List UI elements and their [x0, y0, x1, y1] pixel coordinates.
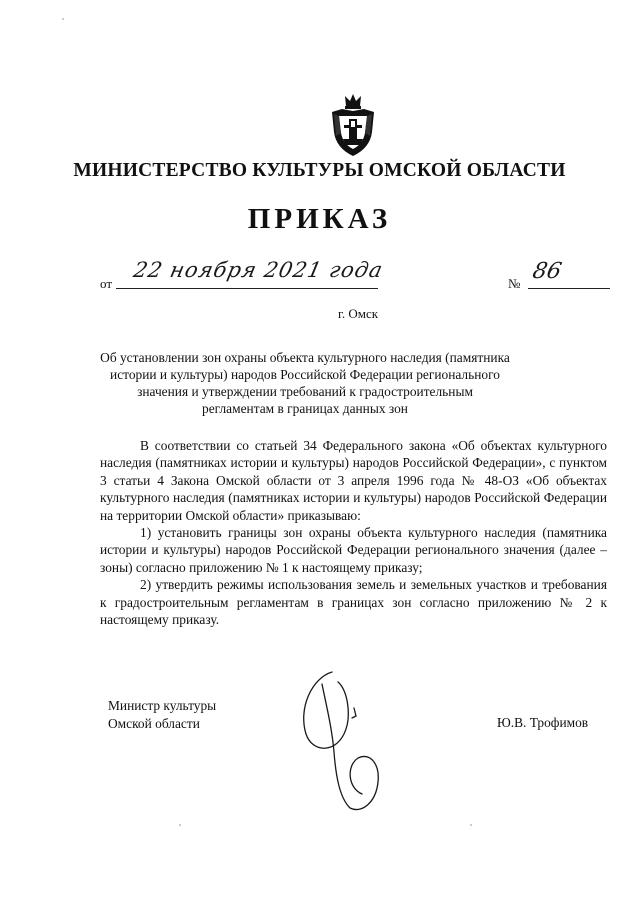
handwritten-number: 86	[530, 259, 564, 284]
coat-of-arms-emblem	[330, 92, 376, 158]
number-underline	[528, 288, 610, 289]
ministry-heading: МИНИСТЕРСТВО КУЛЬТУРЫ ОМСКОЙ ОБЛАСТИ	[73, 160, 566, 181]
signatory-position	[108, 697, 216, 733]
order-item-1: 1) установить границы зон охраны объекта культурного наследия (памятника истории и культуры) народов Российской Федерации регионального значения (далее – зоны) согласно приложению № 1 к настоящему приказу;	[100, 525, 607, 575]
signatory-position-line-1: Министр культуры	[108, 698, 217, 713]
signatory-position-line-2: Омской области	[108, 716, 200, 731]
scan-speck	[62, 18, 64, 20]
date-underline	[116, 288, 378, 289]
city-label: г. Омск	[338, 306, 379, 321]
date-prefix-label: от	[100, 276, 113, 291]
scan-speck	[470, 824, 472, 826]
document-title: ПРИКАЗ	[247, 203, 392, 235]
order-body	[100, 437, 607, 628]
signatory-name: Ю.В. Трофимов	[497, 715, 589, 730]
number-label: №	[508, 276, 521, 291]
order-subject: Об установлении зон охраны объекта культурного наследия (памятника истории и культуры) народов Российской Федерации регионального значения и утверждении требований к градостроительным регламентам в границах данных зон	[100, 350, 510, 416]
scan-speck	[179, 824, 181, 826]
order-item-2: 2) утвердить режимы использования земель и земельных участков и требования к градостроительным регламентам в границах зон согласно приложению № 2 к настоящему приказу.	[100, 577, 607, 628]
preamble-paragraph: В соответствии со статьей 34 Федерального закона «Об объектах культурного наследия (памятниках истории и культуры) народов Российской Федерации», с пунктом 3 статьи 4 Закона Омской области от 3 апреля 1996 года № 48-ОЗ «Об объектах культурного наследия (памятниках истории и культуры) народов Российской Федерации на территории Омской области» приказываю:	[100, 438, 607, 523]
handwritten-signature	[292, 668, 388, 818]
handwritten-date: 22 ноября 2021 года	[131, 258, 386, 282]
